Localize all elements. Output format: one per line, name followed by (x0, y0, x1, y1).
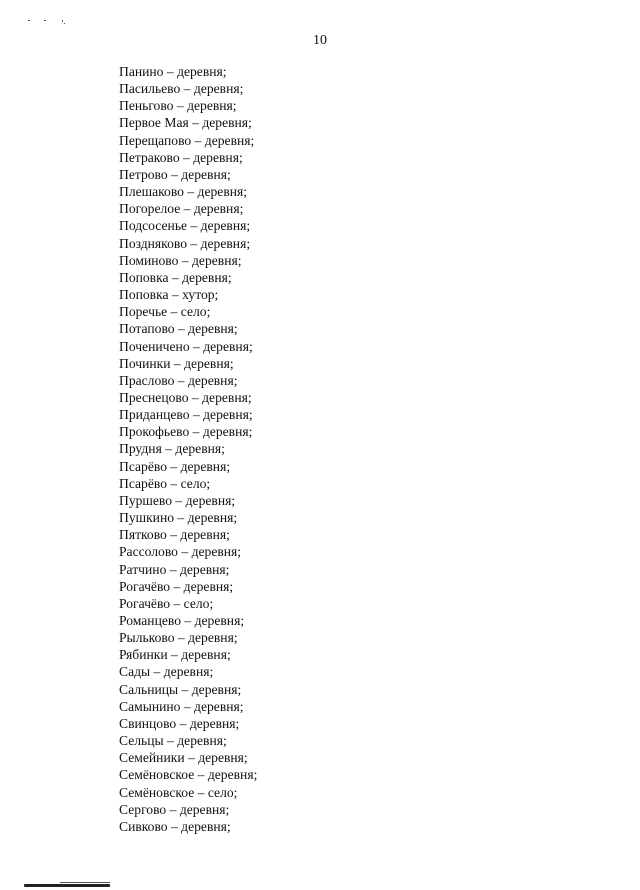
list-item: Приданцево – деревня; (119, 407, 253, 423)
list-item: Сады – деревня; (119, 664, 214, 680)
list-item: Погорелое – деревня; (119, 201, 244, 217)
list-item: Семёновское – деревня; (119, 767, 258, 783)
list-item: Плешаково – деревня; (119, 184, 248, 200)
list-item: Потапово – деревня; (119, 321, 238, 337)
list-item: Самынино – деревня; (119, 698, 244, 714)
list-item: Псарёво – село; (119, 475, 211, 491)
list-item: Прокофьево – деревня; (119, 424, 253, 440)
list-item: Подсосенье – деревня; (119, 218, 251, 234)
list-item: Рыльково – деревня; (119, 630, 238, 646)
scan-mark (28, 20, 30, 21)
list-item: Рогачёво – деревня; (119, 578, 234, 594)
list-item: Рассолово – деревня; (119, 544, 242, 560)
list-item: Ратчино – деревня; (119, 561, 230, 577)
list-item: Преснецово – деревня; (119, 389, 252, 405)
list-item: Пеньгово – деревня; (119, 98, 237, 114)
list-item: Рогачёво – село; (119, 595, 214, 611)
list-item: Поречье – село; (119, 304, 211, 320)
list-item: Панино – деревня; (119, 64, 227, 79)
list-item: Поченичено – деревня; (119, 338, 253, 354)
list-item: Починки – деревня; (119, 355, 234, 371)
list-item: Пуршево – деревня; (119, 492, 236, 508)
list-item: Праслово – деревня; (119, 372, 238, 388)
scan-mark (64, 23, 65, 24)
list-item: Пушкино – деревня; (119, 510, 238, 526)
scan-mark (62, 20, 63, 22)
list-item: Поповка – деревня; (119, 269, 232, 285)
list-item: Сельцы – деревня; (119, 733, 227, 749)
list-item: Прудня – деревня; (119, 441, 225, 457)
list-item: Петраково – деревня; (119, 149, 243, 165)
list-item: Поминово – деревня; (119, 252, 242, 268)
list-item: Пятково – деревня; (119, 527, 230, 543)
list-item: Семейники – деревня; (119, 750, 248, 766)
settlement-list (119, 63, 257, 835)
list-item: Псарёво – деревня; (119, 458, 231, 474)
list-item: Перещапово – деревня; (119, 132, 255, 148)
list-item: Первое Мая – деревня; (119, 115, 252, 131)
page-number: 10 (313, 33, 327, 48)
list-item: Поздняково – деревня; (119, 235, 251, 251)
footer-rule (60, 882, 110, 883)
list-item: Рябинки – деревня; (119, 647, 231, 663)
list-item: Романцево – деревня; (119, 613, 245, 628)
scan-mark (44, 20, 46, 21)
footer-rule (24, 884, 110, 887)
list-item: Сальницы – деревня; (119, 681, 242, 697)
list-item: Пасильево – деревня; (119, 81, 244, 97)
list-item: Свинцово – деревня; (119, 715, 240, 731)
list-item: Петрово – деревня; (119, 166, 231, 182)
list-item: Сергово – деревня; (119, 801, 230, 817)
list-item: Поповка – хутор; (119, 287, 219, 303)
list-item: Семёновское – село; (119, 784, 238, 800)
list-item: Сивково – деревня; (119, 818, 231, 834)
